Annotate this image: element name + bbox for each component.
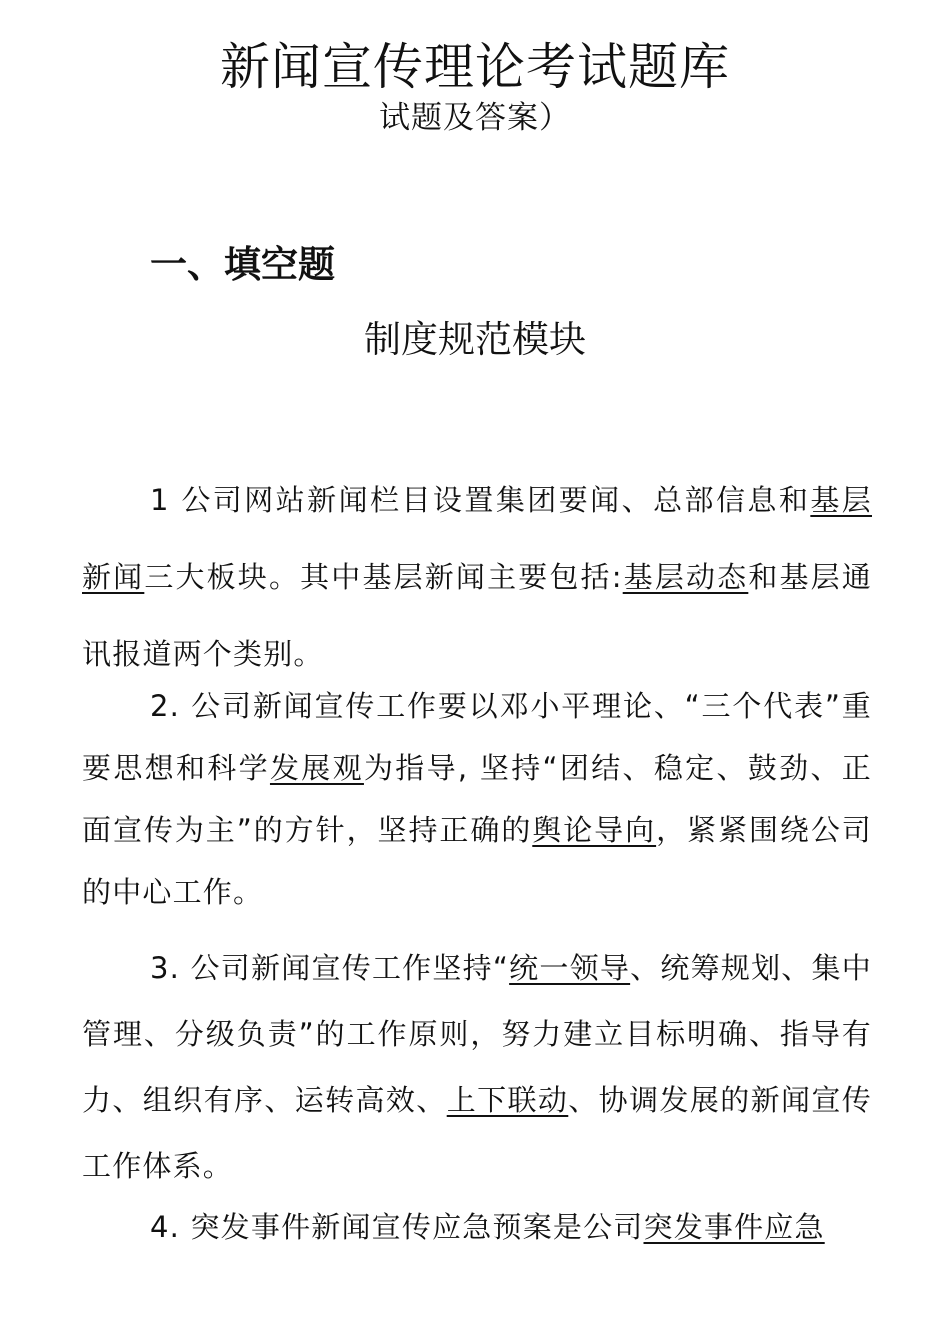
question-4 [82, 1194, 872, 1260]
question-2 [82, 675, 872, 923]
answer-blank: 舆论导向 [532, 813, 657, 847]
document-title: 新闻宣传理论考试题库 [220, 38, 730, 96]
question-text: 4. 突发事件新闻宣传应急预案是公司 [150, 1210, 644, 1244]
question-text: 1 公司网站新闻栏目设置集团要闻、总部信息和 [150, 483, 811, 517]
question-text: 和基层通讯报道两个类别。 [82, 560, 872, 671]
answer-blank: 基层新闻 [82, 483, 872, 594]
answer-blank: 发展观 [269, 751, 364, 785]
question-1 [82, 462, 872, 693]
question-text: 3. 公司新闻宣传工作坚持“ [150, 951, 510, 985]
question-3 [82, 935, 872, 1199]
question-text: ，紧紧围绕公司的中心工作。 [82, 813, 872, 909]
question-text: 、协调发展的新闻宣传工作体系。 [82, 1083, 872, 1183]
answer-blank: 上下联动 [446, 1083, 569, 1117]
question-text: 2. 公司新闻宣传工作要以邓小平理论、“三个代表”重要思想和科学 [82, 689, 872, 785]
answer-blank: 基层动态 [622, 560, 749, 594]
question-text: 为指导, 坚持“团结、稳定、鼓劲、正面宣传为主”的方针，坚持正确的 [82, 751, 872, 847]
document-subtitle: 试题及答案） [379, 100, 571, 136]
question-text: 、统筹规划、集中管理、分级负责”的工作原则，努力建立目标明确、指导有力、组织有序、运转高效、 [82, 951, 872, 1117]
section-heading: 一、填空题 [150, 243, 335, 286]
answer-blank: 统一领导 [509, 951, 631, 985]
module-heading: 制度规范模块 [364, 318, 586, 361]
question-text: 三大板块。其中基层新闻主要包括: [144, 560, 623, 594]
answer-blank: 突发事件应急 [643, 1210, 825, 1244]
